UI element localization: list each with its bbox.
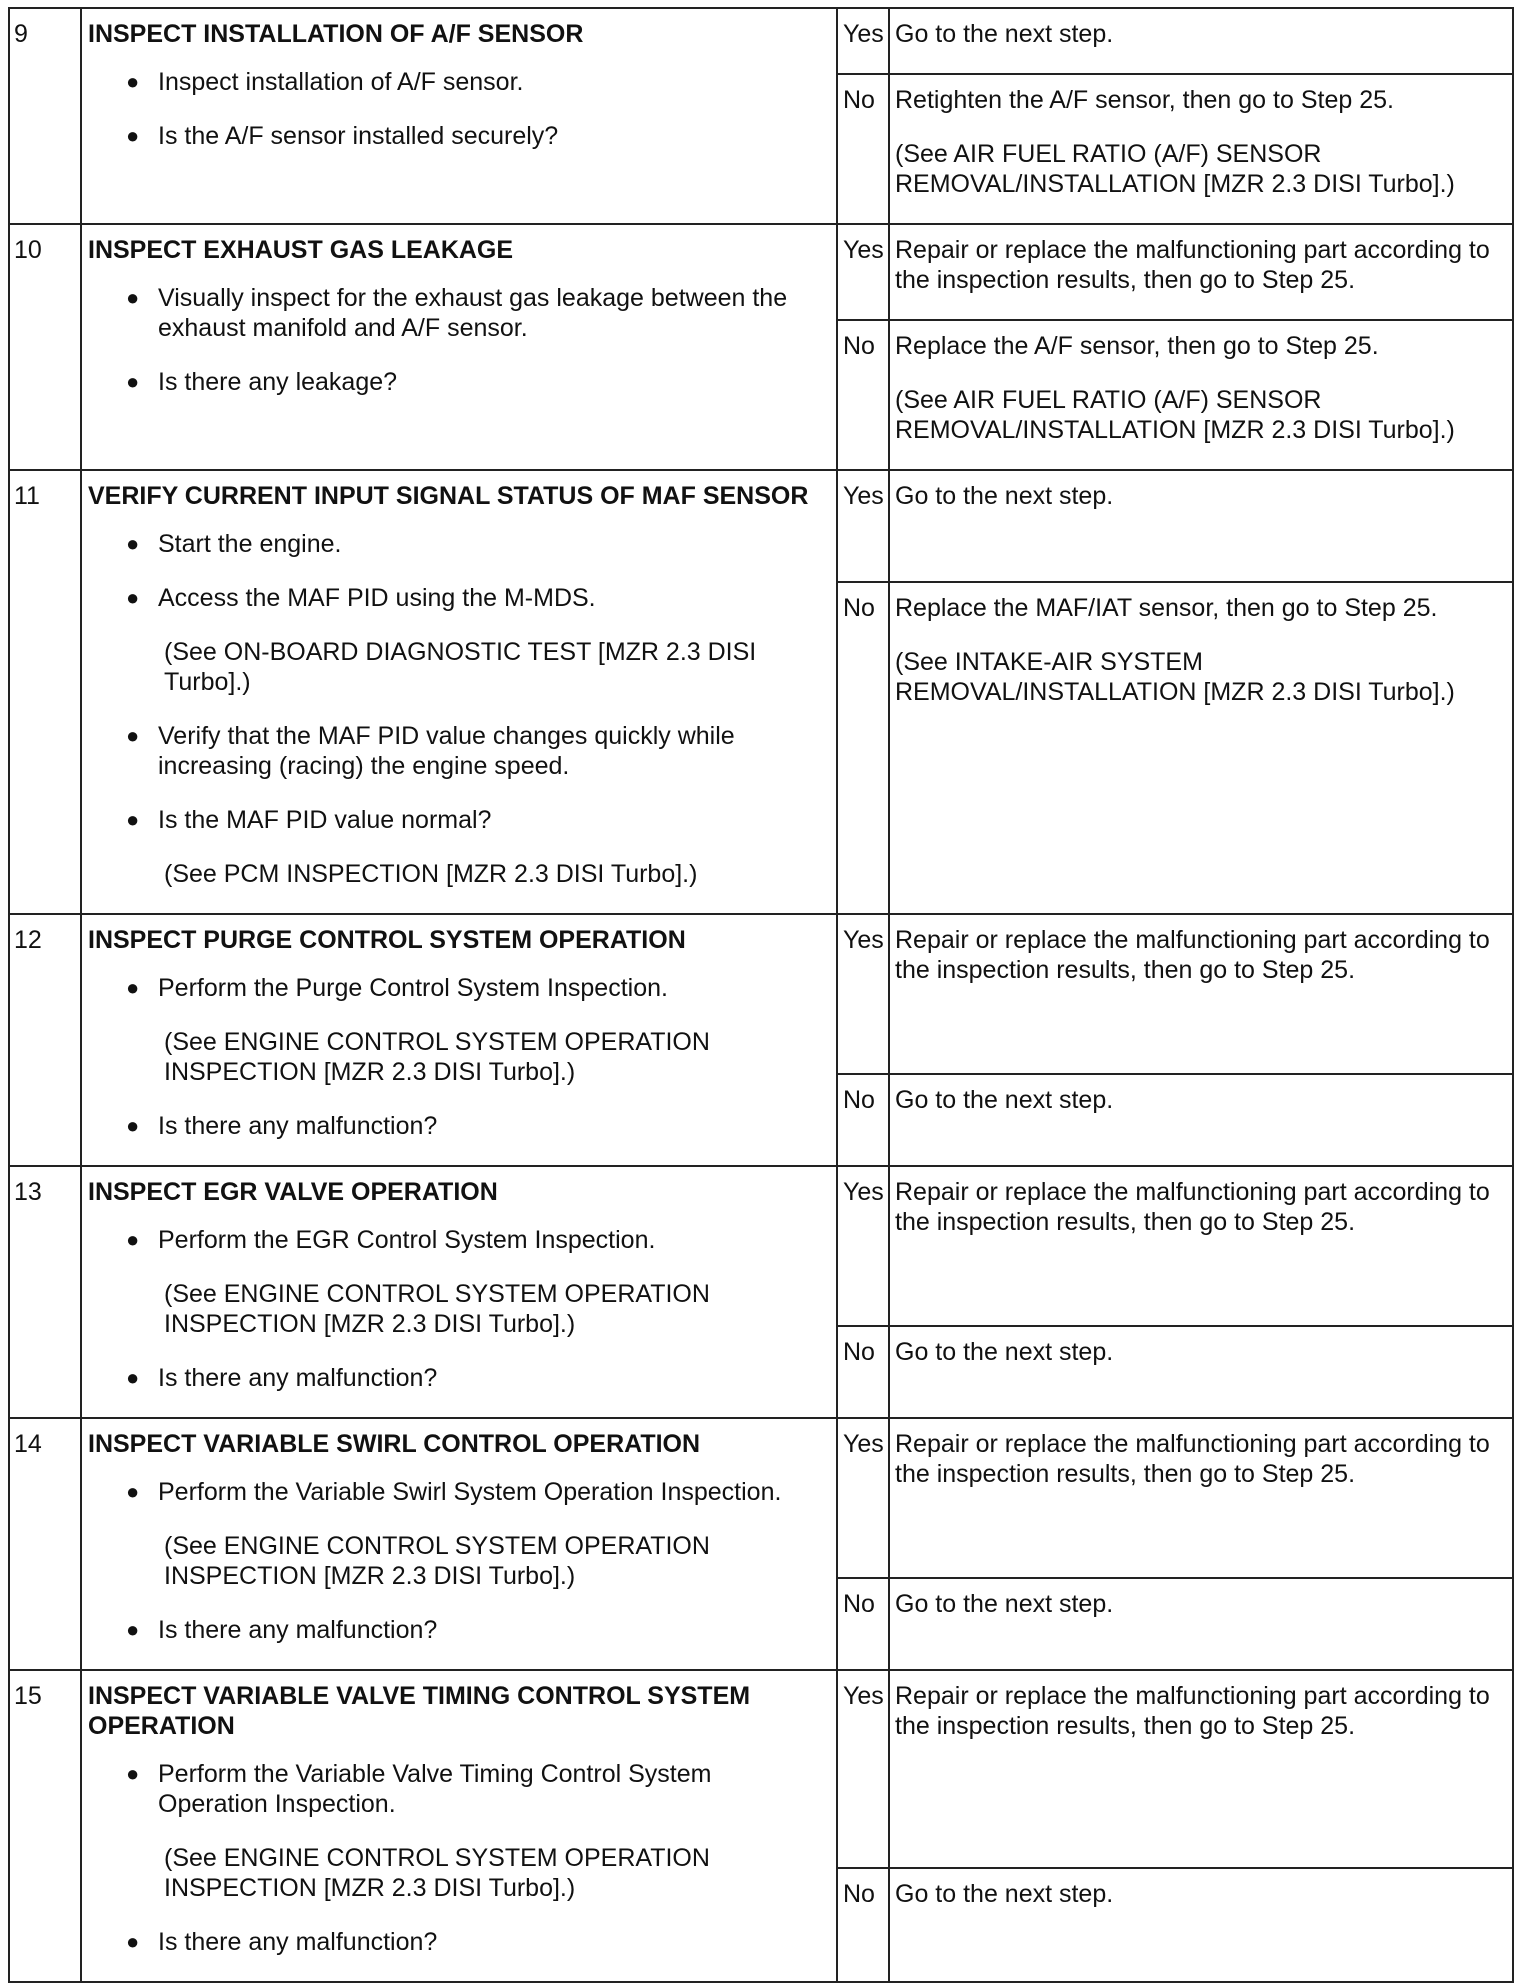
yes-label: Yes <box>843 236 884 264</box>
action-bullet-text: Verify that the MAF PID value changes quickly while increasing (racing) the engine speed. <box>158 722 735 780</box>
step-number-cell <box>9 1166 81 1418</box>
action-reference-note: (See ON-BOARD DIAGNOSTIC TEST [MZR 2.3 DISI Turbo].) <box>164 638 757 696</box>
no-result-cell <box>889 1326 1513 1418</box>
action-bullet <box>126 1615 828 1645</box>
yes-label-cell <box>837 8 889 74</box>
action-bullet <box>126 973 828 1003</box>
yes-label: Yes <box>843 926 884 954</box>
yes-result-cell <box>889 470 1513 582</box>
action-bullet-text: Visually inspect for the exhaust gas leakage between the exhaust manifold and A/F sensor. <box>158 284 788 342</box>
step-title: INSPECT VARIABLE SWIRL CONTROL OPERATION <box>88 1430 701 1458</box>
step-action-cell <box>81 470 837 914</box>
no-label: No <box>843 1589 875 1618</box>
yes-result <box>890 915 1512 985</box>
no-label-cell <box>837 1868 889 1982</box>
no-result-cell <box>889 1868 1513 1982</box>
bullet-dot-icon: ● <box>126 1113 140 1138</box>
yes-result <box>890 471 1512 511</box>
step-number: 12 <box>14 926 42 954</box>
action-bullet <box>126 283 828 343</box>
action-bullet-text: Start the engine. <box>158 530 342 558</box>
bullet-dot-icon: ● <box>126 723 140 748</box>
bullet-dot-icon: ● <box>126 1617 140 1642</box>
no-result-text: Replace the A/F sensor, then go to Step 25. <box>895 332 1379 360</box>
step-number: 14 <box>14 1430 42 1458</box>
step-action <box>82 1419 836 1645</box>
step-number-cell <box>9 470 81 914</box>
action-bullet <box>126 1759 828 1819</box>
step-action-cell <box>81 1166 837 1418</box>
no-result <box>890 1075 1512 1115</box>
action-bullet-text: Perform the Purge Control System Inspection. <box>158 974 668 1002</box>
action-bullet-text: Is there any malfunction? <box>158 1928 438 1956</box>
action-reference-note: (See ENGINE CONTROL SYSTEM OPERATION INSPECTION [MZR 2.3 DISI Turbo].) <box>164 1028 710 1086</box>
yes-result-cell <box>889 8 1513 74</box>
yes-label: Yes <box>843 1430 884 1458</box>
yes-result <box>890 9 1512 49</box>
bullet-dot-icon: ● <box>126 123 140 148</box>
step-number-cell <box>9 914 81 1166</box>
no-label: No <box>843 1879 875 1908</box>
yes-result-text: Go to the next step. <box>895 482 1114 510</box>
no-result-text: (See AIR FUEL RATIO (A/F) SENSOR REMOVAL/INSTALLATION [MZR 2.3 DISI Turbo].) <box>895 140 1455 198</box>
no-result <box>890 1579 1512 1619</box>
action-bullet-text: Inspect installation of A/F sensor. <box>158 68 524 96</box>
yes-result <box>890 1671 1512 1741</box>
action-bullet-text: Is there any leakage? <box>158 368 398 396</box>
yes-result-text: Go to the next step. <box>895 20 1114 48</box>
no-result-text: Replace the MAF/IAT sensor, then go to Step 25. <box>895 594 1438 623</box>
action-bullet-text: Is the MAF PID value normal? <box>158 806 492 834</box>
action-bullet <box>126 67 828 97</box>
no-label-cell <box>837 1326 889 1418</box>
step-title: INSPECT PURGE CONTROL SYSTEM OPERATION <box>88 926 686 954</box>
no-result-cell <box>889 1074 1513 1166</box>
step-action-cell <box>81 914 837 1166</box>
yes-label-cell <box>837 470 889 582</box>
no-label-cell <box>837 1074 889 1166</box>
no-label-cell <box>837 1578 889 1670</box>
no-result-text: Go to the next step. <box>895 1337 1114 1366</box>
step-number-cell <box>9 8 81 224</box>
yes-label: Yes <box>843 1682 884 1710</box>
action-bullet <box>126 1111 828 1141</box>
no-result-cell <box>889 74 1513 224</box>
bullet-dot-icon: ● <box>126 1761 140 1786</box>
diagnostic-procedure-table <box>8 7 1514 1983</box>
action-bullet <box>126 1363 828 1393</box>
step-row-10-yes <box>9 224 1513 320</box>
no-result-text: Go to the next step. <box>895 1589 1114 1618</box>
step-row-11-yes <box>9 470 1513 582</box>
no-label: No <box>843 332 875 360</box>
bullet-dot-icon: ● <box>126 369 140 394</box>
step-action <box>82 915 836 1141</box>
bullet-dot-icon: ● <box>126 1479 140 1504</box>
yes-result-text: Repair or replace the malfunctioning part according to the inspection results, then go to Step 25. <box>895 1430 1490 1488</box>
bullet-dot-icon: ● <box>126 1365 140 1390</box>
yes-result-text: Repair or replace the malfunctioning part according to the inspection results, then go to Step 25. <box>895 926 1490 984</box>
no-result <box>890 583 1512 707</box>
action-bullet <box>126 121 828 151</box>
no-label: No <box>843 86 875 114</box>
no-result-text: (See AIR FUEL RATIO (A/F) SENSOR REMOVAL/INSTALLATION [MZR 2.3 DISI Turbo].) <box>895 386 1455 444</box>
bullet-dot-icon: ● <box>126 1227 140 1252</box>
step-action <box>82 225 836 397</box>
step-action <box>82 471 836 889</box>
no-result-text: Go to the next step. <box>895 1085 1114 1114</box>
action-bullet <box>126 583 828 613</box>
yes-result-cell <box>889 1670 1513 1868</box>
step-number: 15 <box>14 1682 42 1710</box>
action-reference-note: (See ENGINE CONTROL SYSTEM OPERATION INSPECTION [MZR 2.3 DISI Turbo].) <box>164 1280 710 1338</box>
action-bullet <box>126 367 828 397</box>
yes-result <box>890 225 1512 295</box>
yes-result-text: Repair or replace the malfunctioning part according to the inspection results, then go to Step 25. <box>895 1682 1490 1740</box>
no-result <box>890 321 1512 445</box>
no-result <box>890 1869 1512 1909</box>
bullet-dot-icon: ● <box>126 975 140 1000</box>
step-row-13-yes <box>9 1166 1513 1326</box>
action-bullet-text: Is the A/F sensor installed securely? <box>158 122 559 150</box>
action-bullet <box>126 805 828 835</box>
no-label: No <box>843 1085 875 1114</box>
step-title: INSPECT VARIABLE VALVE TIMING CONTROL SYSTEM OPERATION <box>88 1682 751 1740</box>
action-bullet-text: Perform the Variable Swirl System Operation Inspection. <box>158 1478 782 1506</box>
no-label-cell <box>837 320 889 470</box>
step-number: 10 <box>14 236 42 264</box>
action-reference-note: (See ENGINE CONTROL SYSTEM OPERATION INSPECTION [MZR 2.3 DISI Turbo].) <box>164 1532 710 1590</box>
yes-result-cell <box>889 914 1513 1074</box>
action-bullet <box>126 1225 828 1255</box>
yes-result <box>890 1419 1512 1489</box>
no-result-text: Go to the next step. <box>895 1879 1114 1908</box>
no-result-cell <box>889 320 1513 470</box>
step-action-cell <box>81 1418 837 1670</box>
step-action <box>82 1671 836 1957</box>
yes-label-cell <box>837 1166 889 1326</box>
step-action-cell <box>81 224 837 470</box>
action-bullet <box>126 1477 828 1507</box>
step-title: VERIFY CURRENT INPUT SIGNAL STATUS OF MAF SENSOR <box>88 482 809 510</box>
step-title: INSPECT EXHAUST GAS LEAKAGE <box>88 236 514 264</box>
step-number: 9 <box>14 20 28 48</box>
yes-label: Yes <box>843 20 884 48</box>
step-row-14-yes <box>9 1418 1513 1578</box>
yes-label-cell <box>837 224 889 320</box>
yes-result-cell <box>889 1166 1513 1326</box>
action-reference-note: (See PCM INSPECTION [MZR 2.3 DISI Turbo].) <box>164 860 698 888</box>
yes-label-cell <box>837 1670 889 1868</box>
bullet-dot-icon: ● <box>126 285 140 310</box>
step-action <box>82 9 836 151</box>
step-title: INSPECT INSTALLATION OF A/F SENSOR <box>88 20 584 48</box>
step-action-cell <box>81 1670 837 1982</box>
step-number-cell <box>9 1418 81 1670</box>
no-label: No <box>843 1337 875 1366</box>
no-result-text: Retighten the A/F sensor, then go to Step 25. <box>895 86 1394 114</box>
no-result <box>890 75 1512 199</box>
yes-result-cell <box>889 224 1513 320</box>
action-bullet-text: Perform the Variable Valve Timing Control System Operation Inspection. <box>158 1760 712 1818</box>
step-number: 11 <box>14 482 40 510</box>
step-row-12-yes <box>9 914 1513 1074</box>
yes-label-cell <box>837 1418 889 1578</box>
no-label: No <box>843 594 875 623</box>
action-bullet-text: Access the MAF PID using the M-MDS. <box>158 584 596 612</box>
action-bullet <box>126 529 828 559</box>
step-number-cell <box>9 224 81 470</box>
bullet-dot-icon: ● <box>126 1929 140 1954</box>
action-bullet-text: Is there any malfunction? <box>158 1364 438 1392</box>
action-bullet <box>126 1927 828 1957</box>
yes-result <box>890 1167 1512 1237</box>
action-bullet <box>126 721 828 781</box>
bullet-dot-icon: ● <box>126 69 140 94</box>
action-bullet-text: Perform the EGR Control System Inspection. <box>158 1226 656 1254</box>
no-label-cell <box>837 582 889 914</box>
no-result-cell <box>889 582 1513 914</box>
action-bullet-text: Is there any malfunction? <box>158 1616 438 1644</box>
yes-result-cell <box>889 1418 1513 1578</box>
yes-result-text: Repair or replace the malfunctioning part according to the inspection results, then go to Step 25. <box>895 1178 1490 1236</box>
step-action-cell <box>81 8 837 224</box>
no-result-text: (See INTAKE-AIR SYSTEM REMOVAL/INSTALLATION [MZR 2.3 DISI Turbo].) <box>895 648 1455 707</box>
action-bullet-text: Is there any malfunction? <box>158 1112 438 1140</box>
step-number-cell <box>9 1670 81 1982</box>
step-title: INSPECT EGR VALVE OPERATION <box>88 1178 498 1206</box>
yes-label-cell <box>837 914 889 1074</box>
action-reference-note: (See ENGINE CONTROL SYSTEM OPERATION INSPECTION [MZR 2.3 DISI Turbo].) <box>164 1844 710 1902</box>
step-row-9-yes <box>9 8 1513 74</box>
no-result-cell <box>889 1578 1513 1670</box>
no-result <box>890 1327 1512 1367</box>
yes-result-text: Repair or replace the malfunctioning part according to the inspection results, then go to Step 25. <box>895 236 1490 294</box>
step-number: 13 <box>14 1178 42 1206</box>
bullet-dot-icon: ● <box>126 531 140 556</box>
yes-label: Yes <box>843 1178 884 1206</box>
step-action <box>82 1167 836 1393</box>
bullet-dot-icon: ● <box>126 585 140 610</box>
no-label-cell <box>837 74 889 224</box>
step-row-15-yes <box>9 1670 1513 1868</box>
yes-label: Yes <box>843 482 884 510</box>
bullet-dot-icon: ● <box>126 807 140 832</box>
